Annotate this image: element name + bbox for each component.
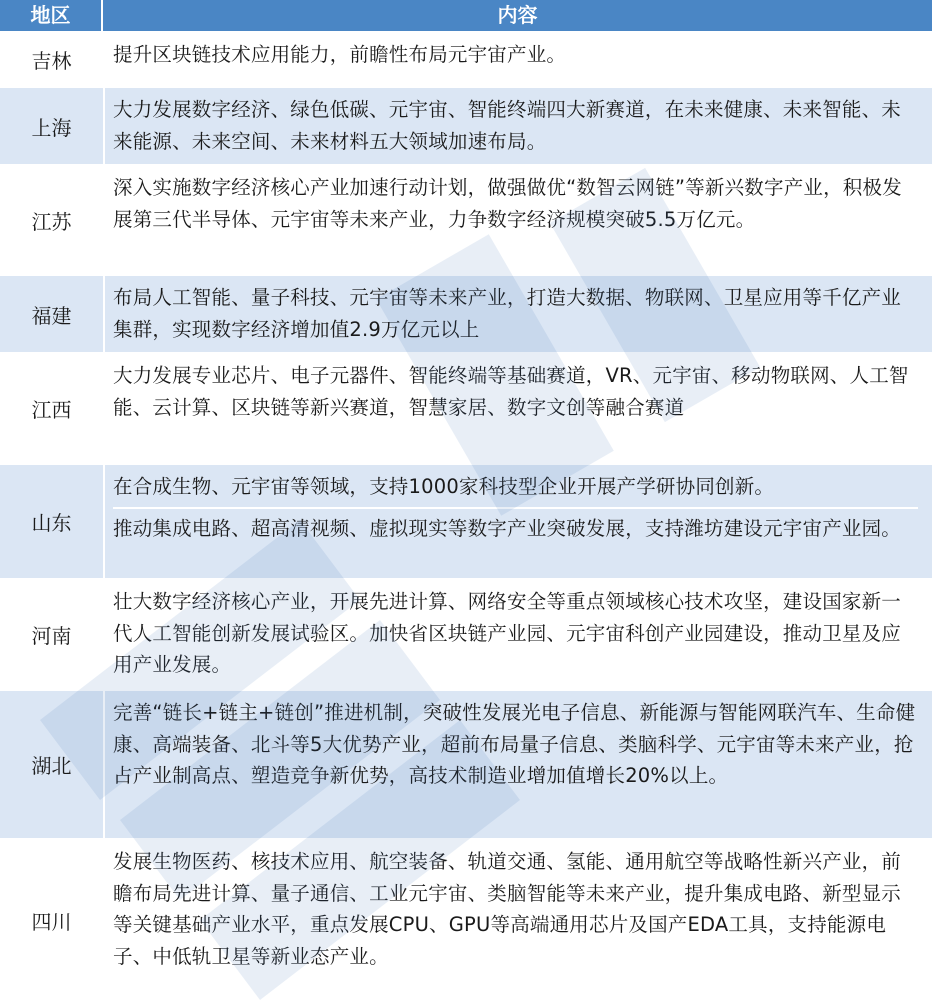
content-text: 发展生物医药、核技术应用、航空装备、轨道交通、氢能、通用航空等战略性新兴产业，前瞻布局先进计算、量子通信、工业元宇宙、类脑智能等未来产业，提升集成电路、新型显示等关键基础产业水平，重点发展CPU、GPU等高端通用芯片及国产EDA工具，支持能源电子、中低轨卫星等新业态产业。 [113,850,902,968]
content-text: 壮大数字经济核心产业，开展先进计算、网络安全等重点领域核心技术攻坚，建设国家新一代人工智能创新发展试验区。加快省区块链产业园、元宇宙科创产业园建设，推动卫星及应用产业发展。 [113,590,902,676]
content-cell [103,352,932,463]
content-text: 提升区块链技术应用能力，前瞻性布局元宇宙产业。 [113,43,567,66]
content-text: 布局人工智能、量子科技、元宇宙等未来产业，打造大数据、物联网、卫星应用等千亿产业集群，实现数字经济增加值2.9万亿元以上 [113,286,902,341]
region-cell: 河南 [0,578,103,689]
content-cell [103,86,932,164]
region-cell: 山东 [0,463,103,578]
region-cell: 上海 [0,86,103,164]
content-cell [103,578,932,689]
content-text: 大力发展数字经济、绿色低碳、元宇宙、智能终端四大新赛道，在未来健康、未来智能、未来能源、未来空间、未来材料五大领域加速布局。 [113,98,902,153]
region-cell: 吉林 [0,31,103,86]
content-text: 大力发展专业芯片、电子元器件、智能终端等基础赛道，VR、元宇宙、移动物联网、人工智能、云计算、区块链等新兴赛道，智慧家居、数字文创等融合赛道 [113,364,909,419]
content-cell [103,838,932,1000]
content-cell [103,689,932,838]
region-cell: 福建 [0,274,103,352]
content-text: 完善“链长+链主+链创”推进机制，突破性发展光电子信息、新能源与智能网联汽车、生命健康、高端装备、北斗等5大优势产业，超前布局量子信息、类脑科学、元宇宙等未来产业，抢占产业制高点、塑造竞争新优势，高技术制造业增加值增长20%以上。 [113,701,916,787]
content-cell [103,274,932,352]
content-text: 推动集成电路、超高清视频、虚拟现实等数字产业突破发展，支持潍坊建设元宇宙产业园。 [113,507,918,545]
region-cell: 江西 [0,352,103,463]
content-text: 在合成生物、元宇宙等领域，支持1000家科技型企业开展产学研协同创新。 [113,475,775,498]
region-cell: 湖北 [0,689,103,838]
header-content: 内容 [103,0,932,31]
content-cell [103,164,932,274]
content-text: 深入实施数字经济核心产业加速行动计划，做强做优“数智云网链”等新兴数字产业，积极发展第三代半导体、元宇宙等未来产业，力争数字经济规模突破5.5万亿元。 [113,176,902,231]
content-cell [103,463,932,578]
region-cell: 江苏 [0,164,103,274]
content-cell [103,31,932,86]
region-cell: 四川 [0,838,103,1000]
header-region: 地区 [0,0,103,31]
